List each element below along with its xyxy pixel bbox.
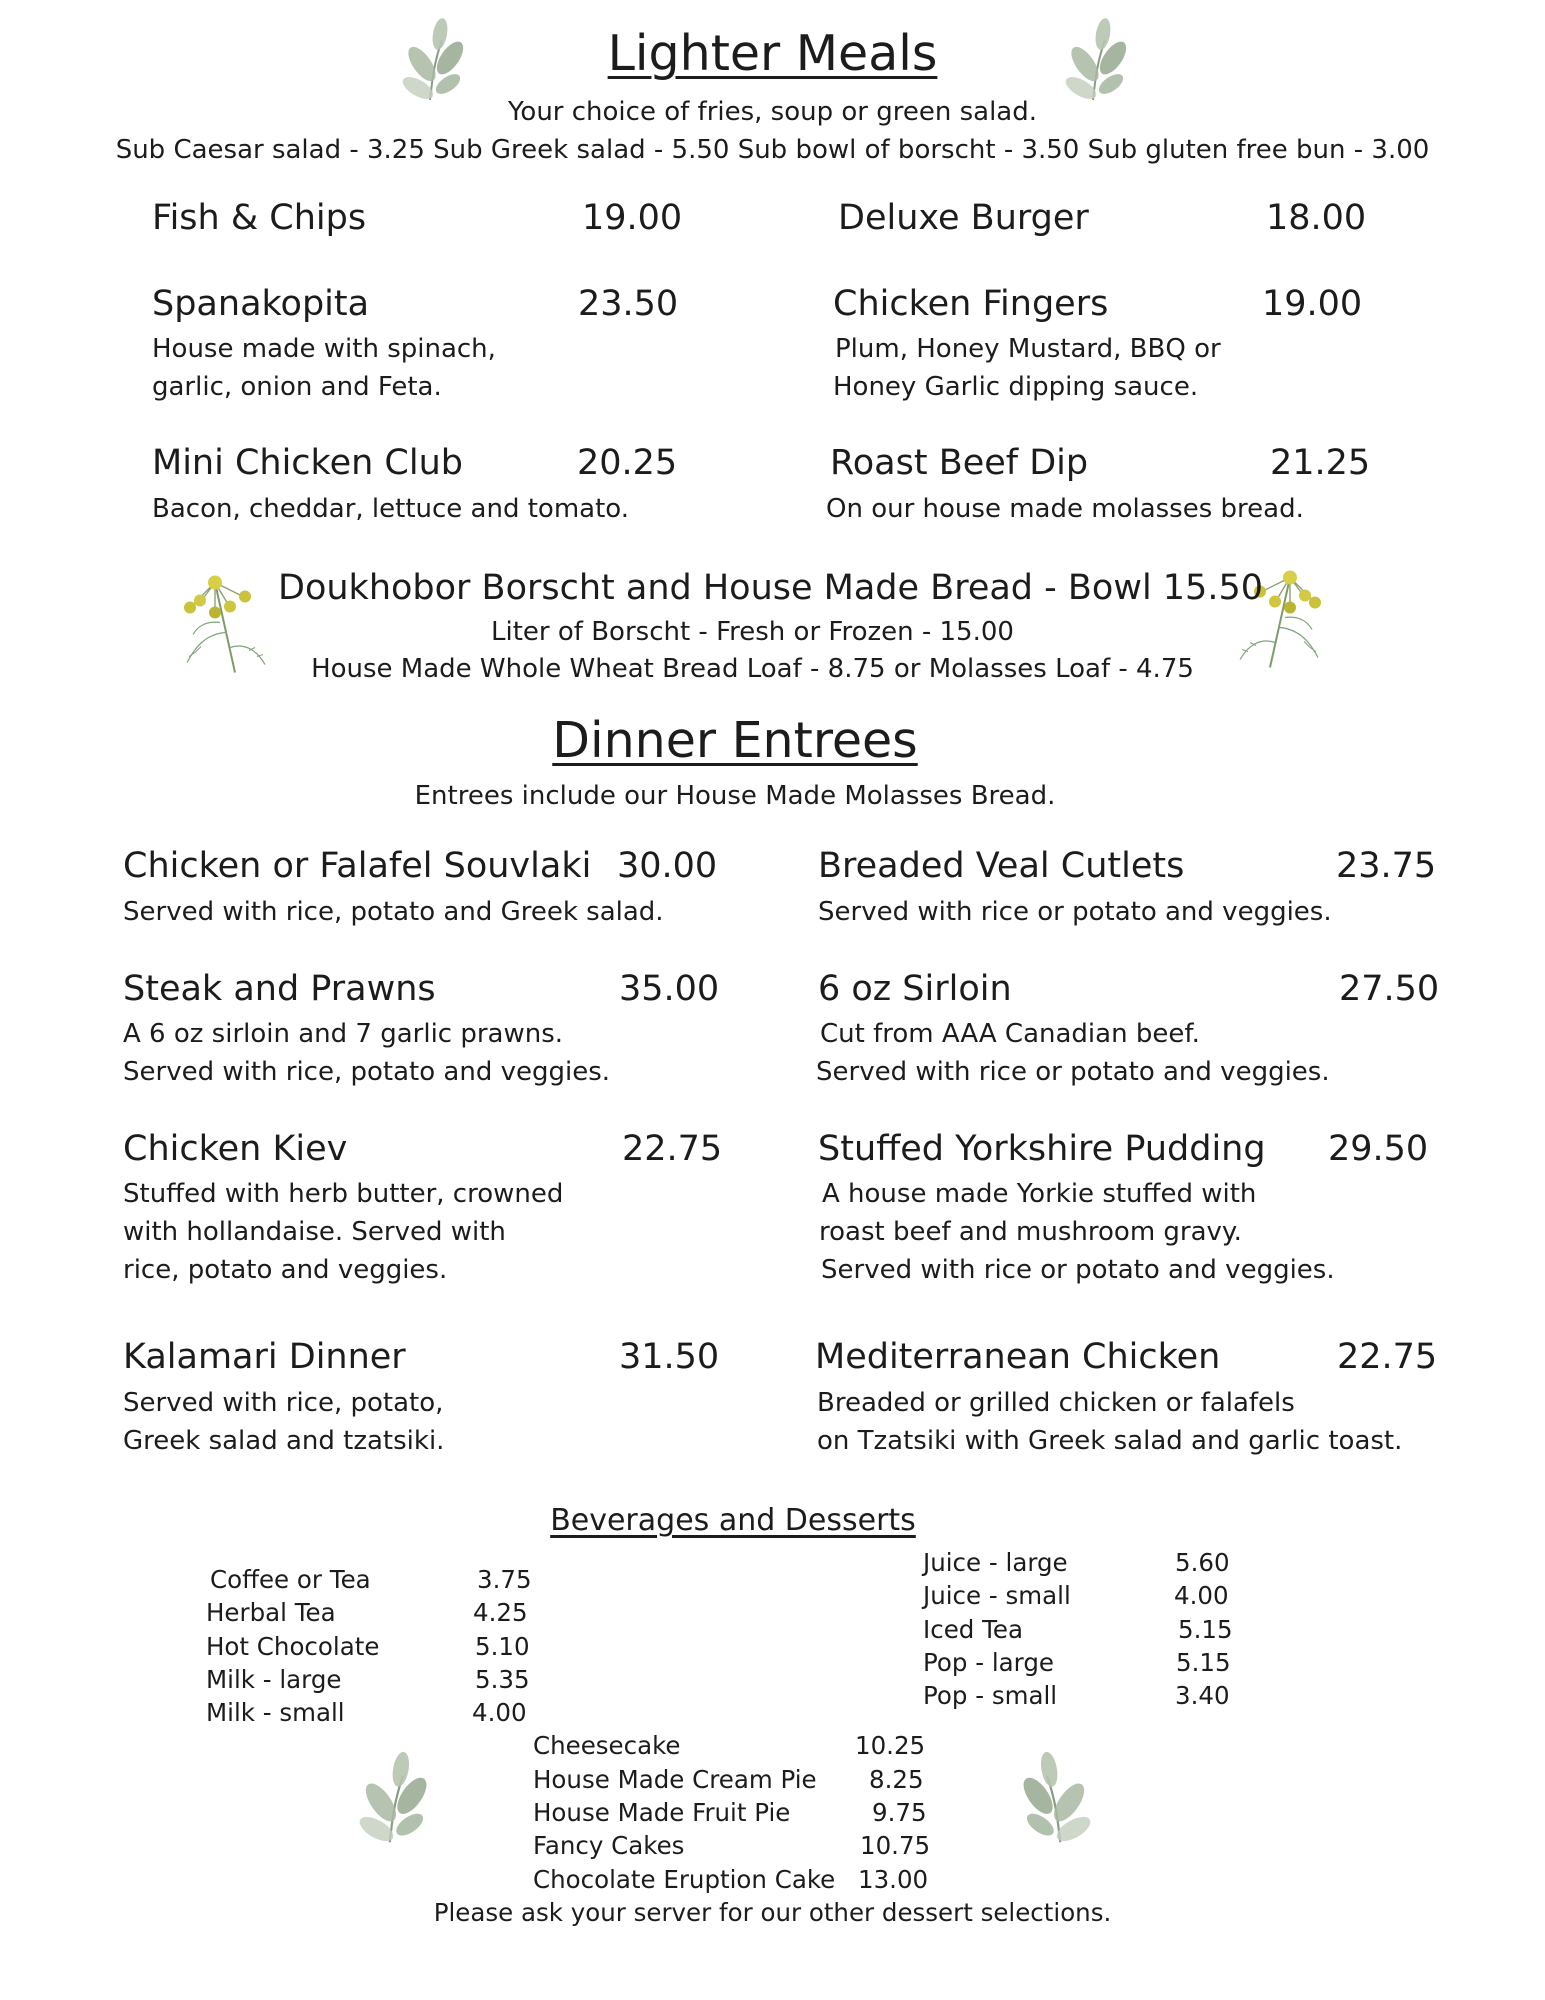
beverage-name: Milk - large: [206, 1665, 342, 1694]
menu-item-name: Roast Beef Dip: [830, 443, 1089, 483]
menu-item-price: 21.25: [1270, 443, 1371, 483]
menu-item-name: Kalamari Dinner: [123, 1337, 406, 1377]
beverage-name: Milk - small: [206, 1698, 345, 1727]
menu-item-price: 35.00: [619, 969, 720, 1009]
menu-item-price: 22.75: [1337, 1337, 1438, 1377]
menu-item-price: 30.00: [617, 846, 718, 886]
dessert-name: Fancy Cakes: [533, 1831, 685, 1860]
dinner-entrees-title: Dinner Entrees: [552, 712, 918, 769]
beverage-price: 5.10: [475, 1632, 530, 1661]
dinner-entrees-subtitle: Entrees include our House Made Molasses Bread.: [414, 781, 1056, 811]
menu-item-description: on Tzatsiki with Greek salad and garlic toast.: [817, 1426, 1403, 1456]
beverage-name: Herbal Tea: [206, 1598, 336, 1627]
beverage-name: Coffee or Tea: [210, 1565, 371, 1594]
menu-item-name: Chicken or Falafel Souvlaki: [123, 846, 592, 886]
borscht-line-1: Liter of Borscht - Fresh or Frozen - 15.00: [491, 617, 1014, 647]
menu-item-name: Mediterranean Chicken: [815, 1337, 1221, 1377]
leaf-decoration-icon: [345, 1745, 450, 1854]
dessert-name: House Made Fruit Pie: [533, 1798, 791, 1827]
menu-item-name: Stuffed Yorkshire Pudding: [818, 1129, 1266, 1169]
borscht-title: Doukhobor Borscht and House Made Bread - Bowl 15.50: [278, 568, 1263, 608]
lighter-meals-subtitle: Your choice of fries, soup or green salad.: [507, 97, 1037, 127]
menu-item-price: 29.50: [1328, 1129, 1429, 1169]
beverage-price: 3.75: [477, 1565, 532, 1594]
menu-item-name: Breaded Veal Cutlets: [818, 846, 1185, 886]
menu-item-price: 22.75: [622, 1129, 723, 1169]
menu-item-price: 19.00: [582, 198, 683, 238]
beverage-price: 5.35: [475, 1665, 530, 1694]
menu-item-description: Served with rice, potato and veggies.: [123, 1057, 611, 1087]
beverage-price: 4.00: [1174, 1581, 1229, 1610]
menu-item-description: Breaded or grilled chicken or falafels: [817, 1388, 1295, 1418]
dessert-note: Please ask your server for our other dessert selections.: [433, 1898, 1112, 1927]
menu-item-description: House made with spinach,: [152, 334, 496, 364]
dessert-price: 8.25: [869, 1765, 924, 1794]
beverage-price: 3.40: [1175, 1681, 1230, 1710]
menu-item-name: Deluxe Burger: [838, 198, 1089, 238]
lighter-meals-substitutions: Sub Caesar salad - 3.25 Sub Greek salad - 5.50 Sub bowl of borscht - 3.50 Sub gluten free bun - 3.00: [115, 135, 1430, 165]
menu-item-description: A 6 oz sirloin and 7 garlic prawns.: [123, 1019, 564, 1049]
menu-item-description: Served with rice or potato and veggies.: [816, 1057, 1330, 1087]
menu-item-name: Spanakopita: [152, 284, 370, 324]
menu-item-description: rice, potato and veggies.: [123, 1255, 448, 1285]
menu-item-price: 23.50: [578, 284, 679, 324]
menu-item-name: Chicken Fingers: [833, 284, 1109, 324]
menu-item-price: 27.50: [1339, 969, 1440, 1009]
beverage-name: Iced Tea: [923, 1615, 1023, 1644]
menu-item-name: Steak and Prawns: [123, 969, 436, 1009]
menu-item-name: Mini Chicken Club: [152, 443, 463, 483]
beverage-name: Hot Chocolate: [206, 1632, 380, 1661]
dessert-price: 13.00: [858, 1865, 929, 1894]
menu-item-description: Greek salad and tzatsiki.: [123, 1426, 445, 1456]
beverage-name: Pop - large: [923, 1648, 1054, 1677]
menu-item-price: 23.75: [1336, 846, 1437, 886]
menu-item-description: On our house made molasses bread.: [826, 494, 1304, 524]
menu-item-name: Chicken Kiev: [123, 1129, 348, 1169]
menu-item-description: Stuffed with herb butter, crowned: [123, 1179, 564, 1209]
lighter-meals-title: Lighter Meals: [607, 25, 938, 82]
menu-item-name: Fish & Chips: [152, 198, 367, 238]
menu-item-price: 20.25: [577, 443, 678, 483]
menu-item-description: Plum, Honey Mustard, BBQ or: [835, 334, 1221, 364]
dessert-name: Chocolate Eruption Cake: [533, 1865, 836, 1894]
beverage-price: 5.15: [1176, 1648, 1231, 1677]
dessert-name: House Made Cream Pie: [533, 1765, 817, 1794]
beverage-name: Juice - small: [923, 1581, 1071, 1610]
menu-item-description: Cut from AAA Canadian beef.: [820, 1019, 1200, 1049]
menu-item-price: 31.50: [619, 1337, 720, 1377]
menu-item-description: roast beef and mushroom gravy.: [819, 1217, 1242, 1247]
leaf-decoration-icon: [1000, 1745, 1105, 1854]
beverages-desserts-title: Beverages and Desserts: [550, 1503, 916, 1538]
beverage-price: 4.25: [473, 1598, 528, 1627]
beverage-price: 4.00: [472, 1698, 527, 1727]
menu-item-description: Bacon, cheddar, lettuce and tomato.: [152, 494, 630, 524]
menu-item-description: Served with rice, potato and Greek salad.: [123, 897, 664, 927]
beverage-price: 5.60: [1175, 1548, 1230, 1577]
menu-item-description: Served with rice or potato and veggies.: [821, 1255, 1335, 1285]
beverage-price: 5.15: [1178, 1615, 1233, 1644]
dessert-price: 9.75: [872, 1798, 927, 1827]
menu-item-price: 19.00: [1262, 284, 1363, 324]
menu-item-description: Served with rice or potato and veggies.: [818, 897, 1332, 927]
dessert-price: 10.25: [855, 1731, 926, 1760]
menu-item-description: Honey Garlic dipping sauce.: [833, 372, 1199, 402]
dessert-price: 10.75: [860, 1831, 931, 1860]
menu-item-description: Served with rice, potato,: [123, 1388, 444, 1418]
menu-item-description: A house made Yorkie stuffed with: [822, 1179, 1257, 1209]
menu-item-price: 18.00: [1266, 198, 1367, 238]
beverage-name: Juice - large: [923, 1548, 1068, 1577]
menu-item-description: with hollandaise. Served with: [123, 1217, 506, 1247]
borscht-line-2: House Made Whole Wheat Bread Loaf - 8.75 or Molasses Loaf - 4.75: [311, 654, 1194, 684]
beverage-name: Pop - small: [923, 1681, 1058, 1710]
dessert-name: Cheesecake: [533, 1731, 681, 1760]
menu-item-description: garlic, onion and Feta.: [152, 372, 442, 402]
menu-item-name: 6 oz Sirloin: [818, 969, 1012, 1009]
